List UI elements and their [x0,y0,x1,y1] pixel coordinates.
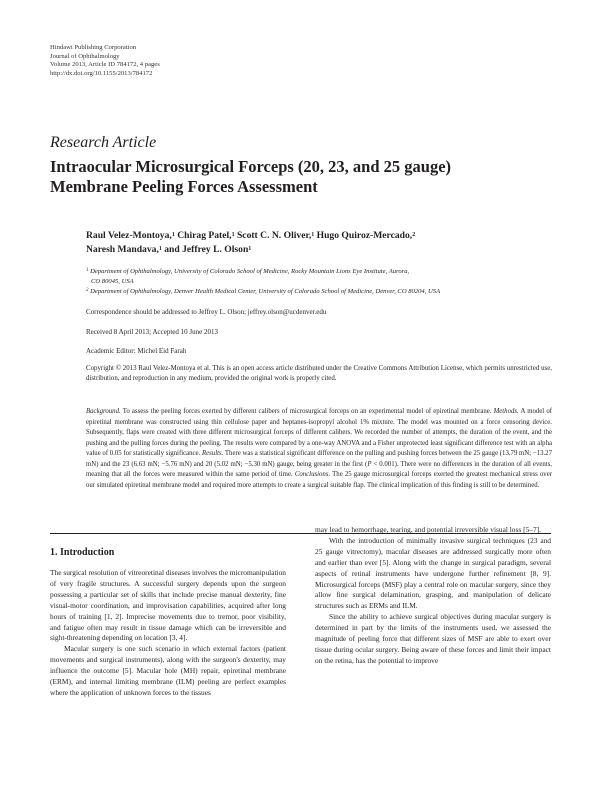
abstract-label: Methods. [491,408,519,415]
paragraph: Since the ability to achieve surgical objectives during macular surgery is determined in part by the limits of the instruments used, we assessed the magnitude of peeling force that different sizes of MSF are able to exert over tissue during ocular surgery. Being aware of these forces and limit their impact on the retina, has the potential to improve [315,612,551,665]
aff-sup: 1 [86,268,89,273]
article-type: Research Article [50,134,157,151]
author-sup: 1 [158,246,162,253]
journal-name: Journal of Ophthalmology [50,52,120,60]
author-list [86,229,556,257]
author: Scott C. N. Oliver, [234,230,312,241]
author-sup: 2 [412,232,416,238]
author: Naresh Mandava, [86,244,159,256]
publisher: Hindawi Publishing Corporation [50,44,137,51]
abstract-text: The 25 gauge microsurgical forceps exerted the greatest mechanical stress over our simulated epiretinal membrane model and required more attempts to create a surgical suitable flap. The clinical implication of this finding is still to be determined. [86,471,552,489]
affiliation-1-cont: CO 80045, USA [91,278,134,285]
author: Raul Velez-Montoya, [86,230,172,241]
abstract-text: To assess the peeling forces exerted by different calibers of microsurgical forceps on an experimental model of epiretinal membrane. [120,408,492,415]
paragraph: With the introduction of minimally invasive surgical techniques (23 and 25 gauge vitrectomy), macular diseases are addressed surgically more often and earlier than ever [5]. Along with the change in surgical paradigm, several aspects of retinal instruments have undergone further refinement [8, 9]. Microsurgical forceps (MSF) play a central role on macular surgery, since they allow fine surgical delamination, grasping, and manipulation of delicate structures such as ERMs and ILM. [315,535,551,611]
author-line-1 [86,229,556,243]
section-heading: 1. Introduction [50,547,115,558]
paragraph: may lead to hemorrhage, tearing, and potential irreversible visual loss [5–7]. [315,525,541,534]
paragraph: Macular surgery is one such scenario in which external factors (patient movements and surgical instruments), along with the surgeon's dexterity, may influence the outcome [5]. Macular hole (MH) repair, epiretinal membrane (ERM), and internal limiting membrane (ILM) peeling are perfect examples where the application of unknown forces to the tissues [50,644,286,697]
abstract-label: Conclusions. [292,471,331,478]
author: Chirag Patel, [174,230,232,241]
abstract [86,407,552,491]
aff-sup: 2 [86,288,89,293]
author-sup: 1 [311,232,315,238]
journal-header [50,44,160,78]
volume-info: Volume 2013, Article ID 784172, 4 pages [50,61,160,69]
affiliation-1 [86,267,556,277]
aff-text: Department of Ophthalmology, Denver Health Medical Center, University of Colorado School of Medicine, Denver, CO 80204, USA [88,288,441,295]
affiliations [86,267,556,297]
abstract-text: A model of epiretinal membrane was constructed using thin cellulose paper and heptanes-isopropyl alcohol 1% mixture. The model was mounted on a force censoring device. Subsequently, flaps were created with three different microsurgical forceps of different calibers. We recorded the number of attempts, the duration of the event, and the pushing and the pulling forces during the peeling. The results were compared by a one-way ANOVA and a Fisher unprotected least significant difference test with an alpha value of 0.05 for statistically significance. [86,408,552,457]
author-line-2 [86,243,556,257]
aff-text: Department of Ophthalmology, University of Colorado School of Medicine, Rocky Mountain Lions Eye Institute, Aurora, [88,268,410,275]
abstract-label: Background. [86,408,121,415]
affiliation-2 [86,287,556,297]
abstract-text: < 0.001). There were no differences in the duration of all events, meaning that all the forces were measured within the same period of time. [86,460,552,478]
abstract-label: Results. [200,450,224,457]
paragraph: The surgical resolution of vitreoretinal diseases involves the micromanipulation of very fragile structures. A successful surgery depends upon the surgeon possessing a particular set of skills that include precise manual dexterity, fine visual-motor coordination, and improvisation capabilities, acquired after long hours of training [1, 2]. Imprecise movements due to tremor, poor visibility, and fatigue often may result in tissue damage which can be irreversible and sight-threatening depending on location [3, 4]. [50,568,286,643]
title-line-2: Membrane Peeling Forces Assessment [50,177,318,196]
received-dates: Received 8 April 2013; Accepted 10 June 2013 [86,328,218,336]
correspondence: Correspondence should be addressed to Jeffrey L. Olson; jeffrey.olson@ucdenver.edu [86,308,327,316]
author-sup: 1 [248,246,252,253]
article-title [50,157,550,197]
academic-editor: Academic Editor: Michel Eid Farah [86,347,187,355]
left-column [50,547,286,699]
author-sup: 1 [231,232,235,238]
author: and Jeffrey L. Olson [161,244,249,256]
abstract-text: There was a statistical significant difference on the pulling and pushing forces between the 25 gauge (13.79 mN; −13.27 mN) and the 23 (6.63 mN; −5.76 mN) and 20 (5.02 mN; −5.30 mN) gauge, being greater in the first ( [86,450,552,468]
copyright-notice: Copyright © 2013 Raul Velez-Montoya et al. This is an open access article distributed under the Creative Commons Attribution License, which permits unrestricted use, distribution, and reproduction in any medium, provided the original work is properly cited. [86,365,552,382]
p-value-symbol: P [367,460,372,468]
title-line-1: Intraocular Microsurgical Forceps (20, 23, and 25 gauge) [50,157,452,176]
right-column [315,525,551,667]
author: Hugo Quiroz-Mercado, [314,230,413,241]
author-sup: 1 [171,232,175,238]
doi-link[interactable]: http://dx.doi.org/10.1155/2013/784172 [50,69,153,77]
